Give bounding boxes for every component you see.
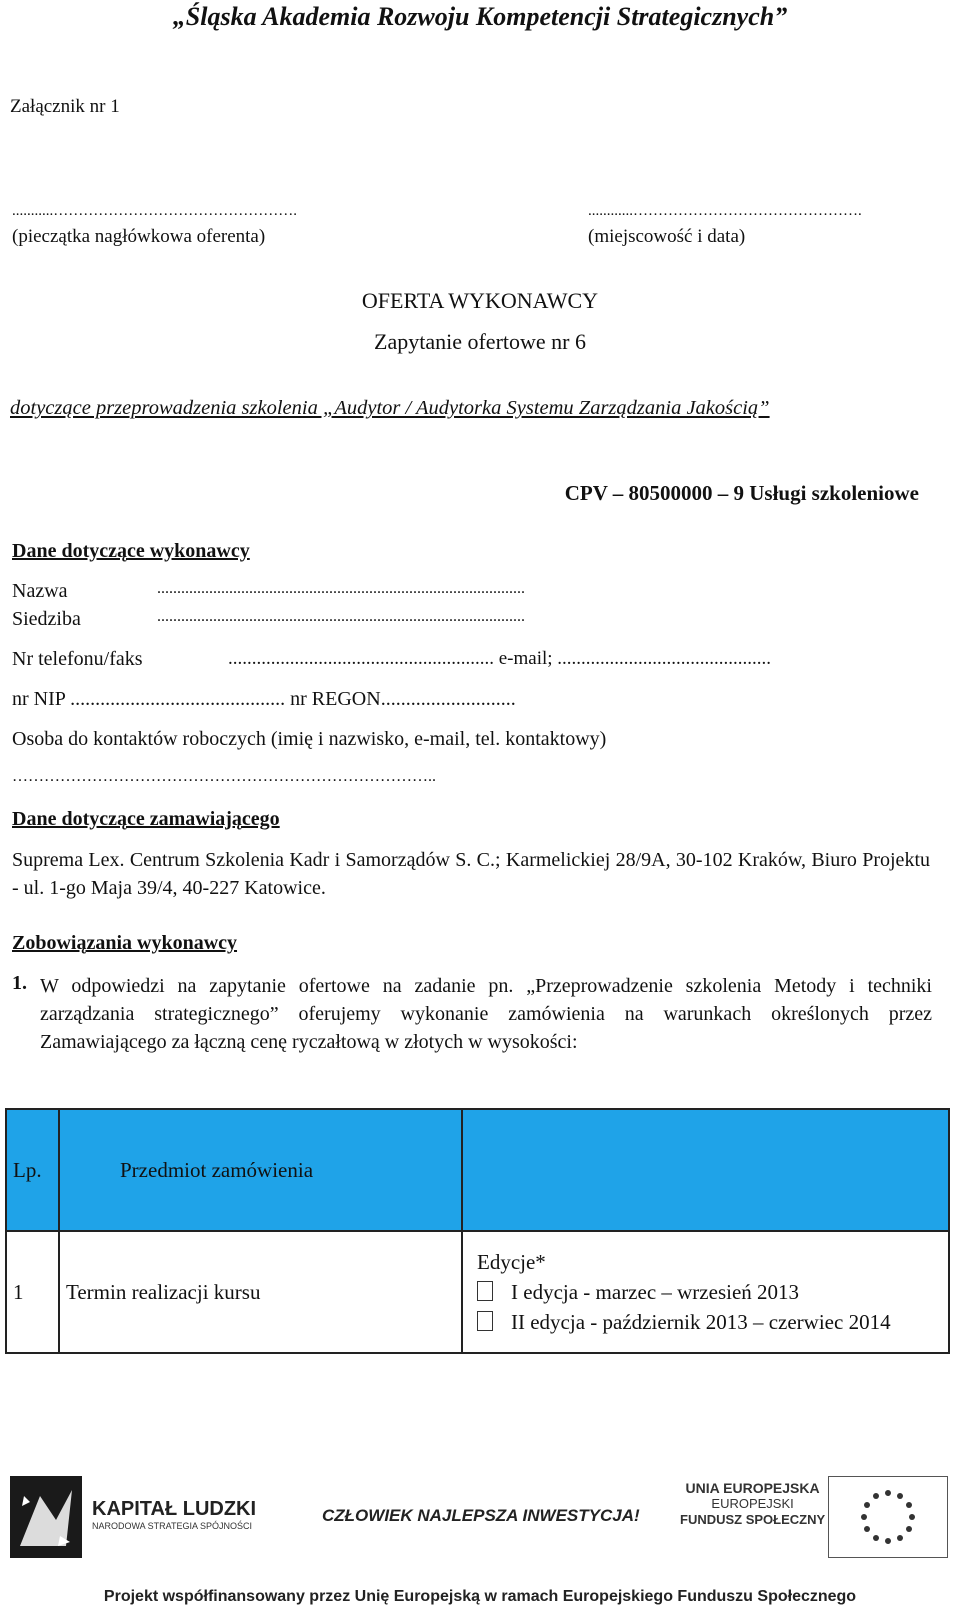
name-label: Nazwa — [12, 580, 68, 602]
stamp-label: (pieczątka nagłówkowa oferenta) — [12, 226, 266, 247]
logos-bar — [10, 1470, 950, 1578]
row-lp: 1 — [6, 1231, 59, 1353]
document-title: „Śląska Akademia Rozwoju Kompetencji Strategicznych” — [172, 2, 788, 31]
edition-1-label: I edycja - marzec – wrzesień 2013 — [511, 1280, 800, 1304]
table-row — [6, 1231, 949, 1353]
eu-line-3: FUNDUSZ SPOŁECZNY — [680, 1512, 826, 1527]
contact-person-label: Osoba do kontaktów roboczych (imię i nazwisko, e-mail, tel. kontaktowy) — [12, 728, 607, 750]
header-subject: Przedmiot zamówienia — [59, 1109, 462, 1231]
edition-option-1[interactable] — [477, 1277, 947, 1307]
nip-regon-line[interactable]: nr NIP ........................................... nr REGON........................... — [12, 688, 516, 710]
obligation-number: 1. — [12, 972, 27, 994]
header-value — [462, 1109, 949, 1231]
attachment-label: Załącznik nr 1 — [10, 96, 120, 117]
kapital-ludzki-logo — [92, 1498, 256, 1531]
client-section-title: Dane dotyczące zamawiającego — [12, 808, 280, 830]
offer-heading: OFERTA WYKONAWCY — [361, 288, 599, 313]
stamp-dots-left: ...........…………………………………………. — [12, 203, 297, 219]
cpv-code: CPV – 80500000 – 9 Usługi szkoleniowe — [564, 481, 919, 505]
contractor-section-title: Dane dotyczące wykonawcy — [12, 540, 250, 562]
row-subject: Termin realizacji kursu — [59, 1231, 462, 1353]
footer-note: Projekt współfinansowany przez Unię Europejską w ramach Europejskiego Funduszu Społecznego — [103, 1588, 857, 1605]
header-lp: Lp. — [6, 1109, 59, 1231]
eu-flag-icon — [828, 1476, 948, 1558]
table-header-row — [6, 1109, 949, 1231]
edition-1-checkbox[interactable] — [477, 1281, 493, 1301]
row-editions — [462, 1231, 949, 1353]
kl-subtitle: NARODOWA STRATEGIA SPÓJNOŚCI — [92, 1521, 253, 1531]
client-details: Suprema Lex. Centrum Szkolenia Kadr i Samorządów S. C.; Karmelickiej 28/9A, 30-102 Kraków, Biuro Projektu - ul. 1-go Maja 39/4, 40-227 Katowice. — [12, 849, 930, 899]
editions-label: Edycje* — [477, 1250, 546, 1274]
eu-line-1: UNIA EUROPEJSKA — [685, 1480, 820, 1496]
seat-field[interactable]: ............................................................................................ — [157, 608, 525, 625]
eu-text — [680, 1480, 825, 1528]
contact-person-field[interactable]: …………………………………………………………………….. — [12, 768, 436, 785]
phone-email-field[interactable]: ........................................................ e-mail; ............................................. — [228, 648, 772, 669]
kapital-ludzki-emblem-icon — [10, 1476, 82, 1558]
edition-2-label: II edycja - październik 2013 – czerwiec 2014 — [511, 1310, 891, 1334]
name-field[interactable]: ............................................................................................ — [157, 580, 525, 597]
offer-subject: dotyczące przeprowadzenia szkolenia „Audytor / Audytorka Systemu Zarządzania Jakością” — [10, 397, 770, 419]
obligations-section-title: Zobowiązania wykonawcy — [12, 932, 238, 954]
place-date-label: (miejscowość i data) — [588, 226, 746, 247]
date-dots: ............………………………………………. — [588, 203, 862, 219]
obligation-text: W odpowiedzi na zapytanie ofertowe na zadanie pn. „Przeprowadzenie szkolenia Metody i techniki zarządzania strategicznego” oferujemy wykonanie zamówienia na warunkach określonych przez Zamawiającego za łączną cenę ryczałtową w złotych w wysokości: — [40, 975, 932, 1053]
kl-title: KAPITAŁ LUDZKI — [92, 1498, 257, 1520]
slogan: CZŁOWIEK NAJLEPSZA INWESTYCJA! — [322, 1506, 640, 1525]
offer-table — [5, 1108, 950, 1354]
seat-label: Siedziba — [12, 608, 81, 630]
phone-label: Nr telefonu/faks — [12, 648, 143, 670]
eu-line-2: EUROPEJSKI — [711, 1496, 794, 1511]
offer-subheading: Zapytanie ofertowe nr 6 — [374, 329, 586, 354]
edition-option-2[interactable] — [477, 1307, 947, 1337]
edition-2-checkbox[interactable] — [477, 1311, 493, 1331]
